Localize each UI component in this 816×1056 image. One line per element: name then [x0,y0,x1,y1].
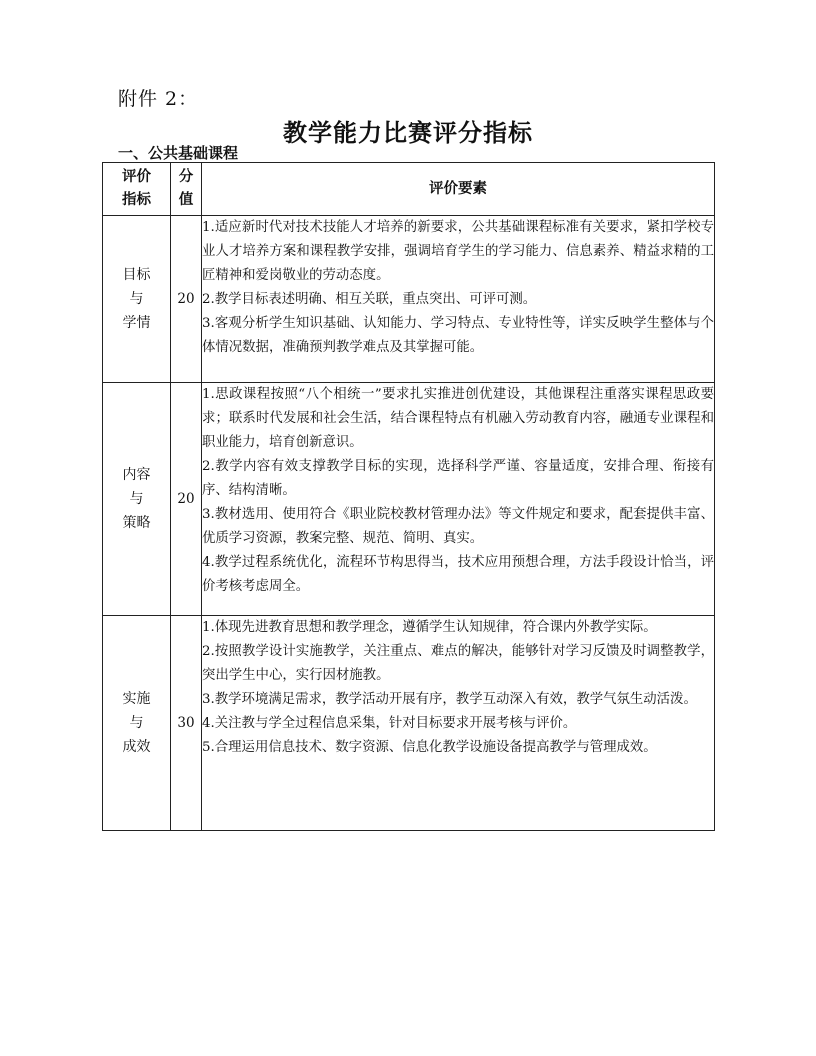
element-item: 2.按照教学设计实施教学，关注重点、难点的解决，能够针对学习反馈及时调整教学，突出学生中心，实行因材施教。 [202,644,714,683]
element-item: 2.教学内容有效支撑教学目标的实现，选择科学严谨、容量适度，安排合理、衔接有序、结构清晰。 [202,459,714,498]
elements-cell [202,616,715,831]
section-heading: 一、公共基础课程 [118,144,239,162]
elements-cell [202,383,715,616]
indicator-text: 与 [129,715,144,731]
element-item: 1.体现先进教育思想和教学理念，遵循学生认知规律，符合课内外教学实际。 [202,620,657,635]
element-item: 4.教学过程系统优化，流程环节构思得当，技术应用预想合理，方法手段设计恰当，评价考核考虑周全。 [202,555,714,594]
scoring-table [102,162,715,831]
score-cell: 30 [171,616,202,831]
element-item: 3.客观分析学生知识基础、认知能力、学习特点、专业特性等，详实反映学生整体与个体情况数据，准确预判教学难点及其掌握可能。 [202,316,714,355]
table-row [103,383,715,616]
indicator-text: 与 [129,291,144,307]
indicator-cell [103,216,171,383]
element-item: 1.思政课程按照“八个相统一”要求扎实推进创优建设，其他课程注重落实课程思政要求；联系时代发展和社会生活，结合课程特点有机融入劳动教育内容，融通专业课程和职业能力，培育创新意识。 [202,387,714,450]
element-item: 5.合理运用信息技术、数字资源、信息化教学设施设备提高教学与管理成效。 [202,740,657,755]
document-title: 教学能力比赛评分指标 [283,119,533,147]
element-item: 3.教材选用、使用符合《职业院校教材管理办法》等文件规定和要求，配套提供丰富、优质学习资源，教案完整、规范、简明、真实。 [202,507,714,546]
element-item: 3.教学环境满足需求，教学活动开展有序，教学互动深入有效，教学气氛生动活泼。 [202,692,697,707]
header-indicator-line2: 指标 [122,192,151,208]
table-header-row [103,163,715,216]
elements-cell [202,216,715,383]
indicator-text: 目标 [122,267,151,283]
element-item: 4.关注教与学全过程信息采集，针对目标要求开展考核与评价。 [202,716,577,731]
header-score-line1: 分 [178,169,194,185]
indicator-text: 内容 [122,467,151,483]
element-item: 2.教学目标表述明确、相互关联，重点突出、可评可测。 [202,292,537,307]
indicator-text: 与 [129,491,144,507]
table-row [103,616,715,831]
indicator-text: 实施 [122,691,151,707]
indicator-text: 成效 [122,739,151,755]
header-score [171,163,202,216]
header-indicator-line1: 评价 [122,169,151,185]
element-item: 1.适应新时代对技术技能人才培养的新要求，公共基础课程标准有关要求，紧扣学校专业人才培养方案和课程教学安排，强调培育学生的学习能力、信息素养、精益求精的工匠精神和爱岗敬业的劳动态度。 [202,220,714,283]
header-score-line2: 值 [178,192,194,208]
indicator-text: 学情 [122,315,151,331]
score-cell: 20 [171,383,202,616]
attachment-label: 附件 2： [118,88,199,110]
indicator-cell [103,383,171,616]
header-indicator [103,163,171,216]
indicator-cell [103,616,171,831]
indicator-text: 策略 [122,515,151,531]
score-cell: 20 [171,216,202,383]
header-elements: 评价要素 [202,163,715,216]
table-row [103,216,715,383]
